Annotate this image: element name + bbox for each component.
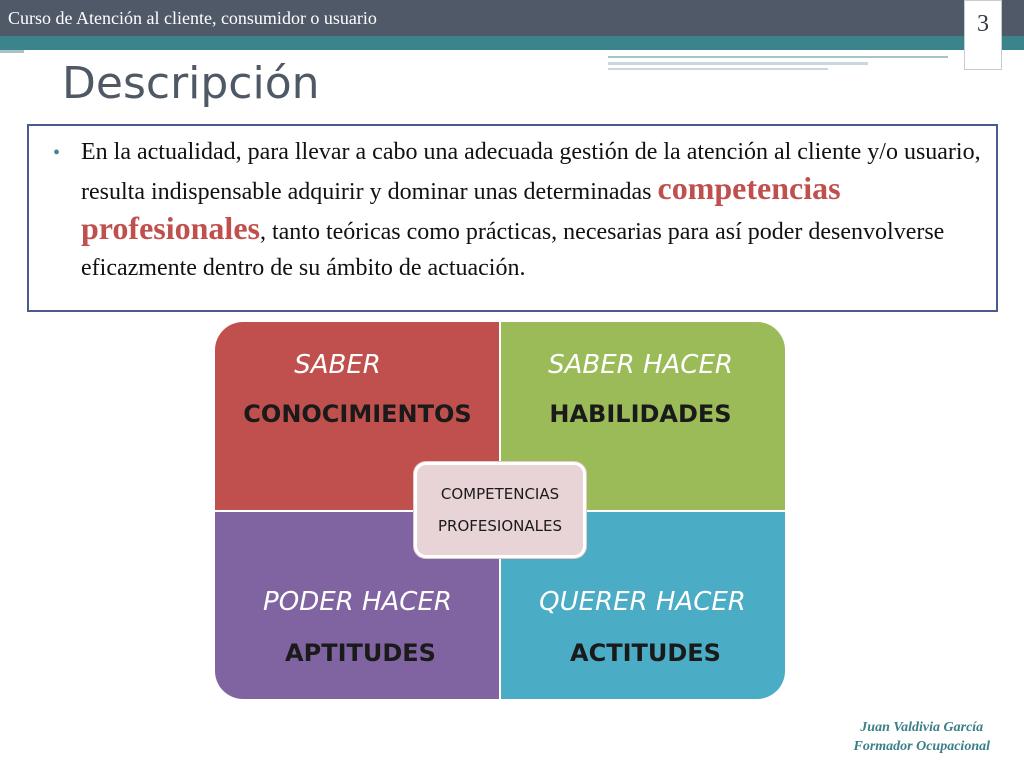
page-number: 3: [977, 11, 989, 37]
decorative-line: [608, 56, 948, 58]
footer-author: Juan Valdivia García: [860, 720, 984, 735]
quadrant-label: SABER HACER: [548, 350, 733, 380]
footer-role: Formador Ocupacional: [853, 739, 990, 754]
quadrant-sublabel: HABILIDADES: [549, 400, 732, 428]
description-box: [27, 124, 998, 312]
bullet-icon: •: [53, 142, 61, 164]
course-title: Curso de Atención al cliente, consumidor o usuario: [8, 8, 377, 28]
center-label-line1: COMPETENCIAS: [440, 485, 560, 503]
header-bar: [0, 0, 1024, 36]
description-paragraph: [81, 134, 991, 286]
center-label-line2: PROFESIONALES: [438, 517, 562, 535]
paragraph-text-after: , tanto teóricas como prácticas, necesarias para así poder desenvolverse eficazmente dentro de su ámbito de actuación.: [81, 219, 945, 281]
quadrant-sublabel: ACTITUDES: [570, 638, 721, 667]
header-accent-bar: [0, 36, 1024, 50]
quadrant-label: PODER HACER: [263, 586, 452, 617]
highlight-text: competencias profesionales: [81, 170, 841, 246]
quadrant-label: SABER: [294, 350, 381, 380]
decorative-line: [0, 50, 24, 53]
paragraph-text-before: En la actualidad, para llevar a cabo una adecuada gestión de la atención al cliente y/o usuario, resulta indispensable adquirir y dominar unas determinadas: [81, 139, 981, 205]
footer-credit: [853, 718, 990, 756]
decorative-line: [608, 62, 868, 65]
decorative-line: [608, 68, 828, 70]
center-competencias-box: [414, 462, 586, 558]
page-number-box: [964, 0, 1002, 70]
quadrant-sublabel: CONOCIMIENTOS: [243, 400, 472, 428]
slide-title: Descripción: [62, 58, 320, 109]
quadrant-sublabel: APTITUDES: [285, 638, 436, 667]
quadrant-label: QUERER HACER: [539, 586, 746, 617]
